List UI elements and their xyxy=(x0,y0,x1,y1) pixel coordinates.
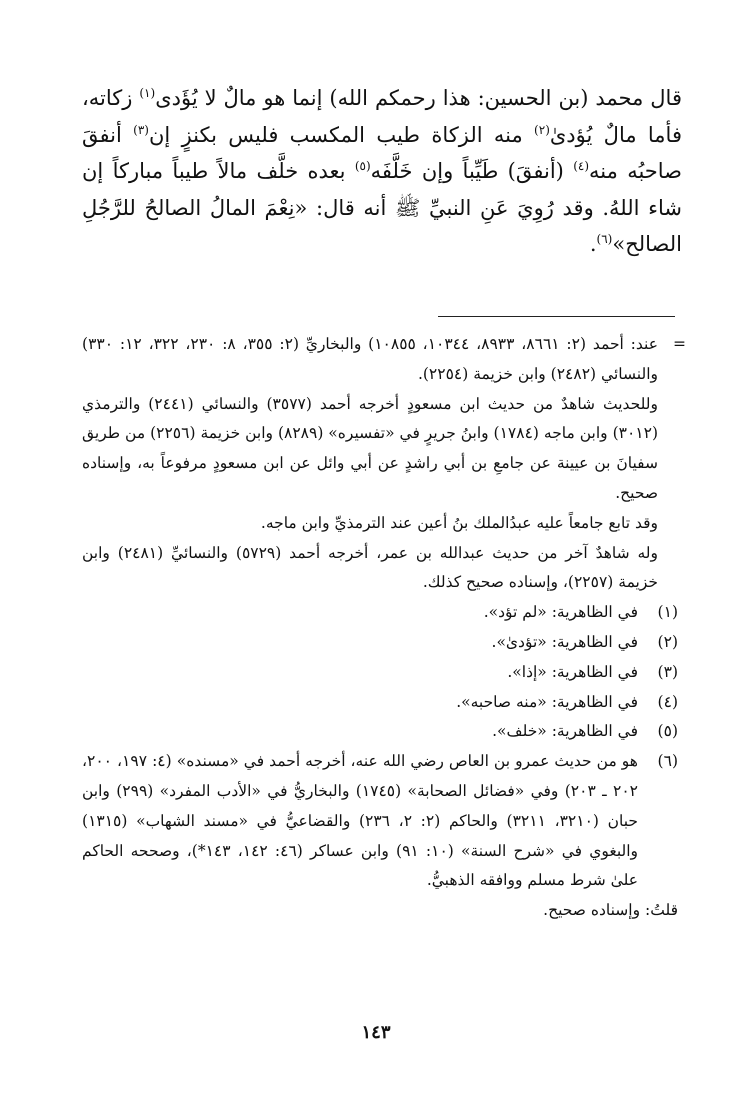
continuation-mark: = xyxy=(673,335,686,353)
continuation-paragraph: عند: أحمد (٢: ٨٦٦١، ٨٩٣٣، ١٠٣٤٤، ١٠٨٥٥) والبخاريِّ (٢: ٣٥٥، ٨: ٢٣٠، ٣٢٢، ١٢: ٣٣٠) والنسائي (٢٤٨٢) وابن خزيمة (٢٢٥٤). xyxy=(82,335,658,383)
footnote-number: (٤) xyxy=(657,692,678,711)
footnote-number: (١) xyxy=(657,603,678,622)
closing-remark: قلتُ: وإسناده صحيح. xyxy=(543,901,678,920)
footnote-text: هو من حديث عمرو بن العاص رضي الله عنه، أخرجه أحمد في «مسنده» (٤: ١٩٧، ٢٠٠، ٢٠٢ ـ ٢٠٣) وفي «فضائل الصحابة» (١٧٤٥) والبخاريُّ في «الأدب المفرد» (٢٩٩) وابن حبان (٣٢١٠، ٣٢١١) والحاكم (٢: ٢، ٢٣٦) والقضاعيُّ في «مسند الشهاب» (١٣١٥) والبغوي في «شرح السنة» (١٠: ٩١) وابن عساكر (٤٦: ١٤٢، ١٤٣*)، وصححه الحاكم علىٰ شرط مسلم ووافقه الذهبيُّ. xyxy=(82,752,639,890)
continuation-paragraph: وللحديث شاهدٌ من حديث ابن مسعودٍ أخرجه أحمد (٣٥٧٧) والنسائي (٢٤٤١) والترمذي (٣٠١٢) وابن ماجه (١٧٨٤) وابنُ جريرٍ في «تفسيره» (٨٢٨٩) وابن خزيمة (٢٢٥٦) من طريق سفيانَ بن عيينة عن جامعِ بن أبي راشدٍ عن أبي وائل عن ابن مسعودٍ مرفوعاً به، وإسناده صحيح. xyxy=(82,394,659,502)
main-text xyxy=(82,80,682,263)
footnote-1 xyxy=(82,598,678,628)
main-paragraph: قال محمد (بن الحسين: هذا رحمكم الله) إنما هو مالٌ لا يُؤَدى$^{(١)}$ زكاته، فأما مالٌ يُؤدىٰ$^{(٢)}$ منه الزكاة طيب المكسب فليس بكنزٍ إن$^{(٣)}$ أنفقَ صاحبُه منه$^{(٤)}$ (أنفقَ) طَيِّباً وإن خَلَّفَه$^{(٥)}$ بعده خلَّف مالاً طيباً مباركاً إن شاء اللهُ. وقد رُوِيَ عَنِ النبيِّ ﷺ أنه قال: «نِعْمَ المالُ الصالحُ للرَّجُلِ الصالح»$^{(٦)}$. xyxy=(82,86,682,256)
footnote-ref-1: (١) xyxy=(139,86,156,100)
footnote-5 xyxy=(82,717,678,747)
footnote-text: في الظاهرية: «خلف». xyxy=(492,722,638,741)
continuation-paragraph: وله شاهدٌ آخر من حديث عبدالله بن عمر، أخرجه أحمد (٥٧٢٩) والنسائيِّ (٢٤٨١) وابن خزيمة (٢٢٥٧)، وإسناده صحيح كذلك. xyxy=(82,543,658,592)
footnote-divider xyxy=(438,316,675,317)
footnote-number: (٢) xyxy=(657,632,678,651)
footnote-ref-4: (٤) xyxy=(573,159,590,173)
footnote-ref-3: (٣) xyxy=(133,122,149,137)
footnote-ref-2: (٢) xyxy=(534,122,550,137)
footnote-2 xyxy=(82,628,678,658)
footnote-text: في الظاهرية: «تؤدىٰ». xyxy=(491,632,638,651)
footnote-text: في الظاهرية: «إذا». xyxy=(507,662,638,681)
footnote-ref-5: (٥) xyxy=(354,159,371,173)
footnote-ref-6: (٦) xyxy=(596,232,613,246)
footnote-text: في الظاهرية: «منه صاحبه». xyxy=(456,692,638,711)
footnote-number: (٦) xyxy=(657,752,678,771)
footnote-6 xyxy=(82,747,678,896)
page-number: ١٤٣ xyxy=(361,1022,391,1043)
footnotes-section xyxy=(82,330,686,926)
footnote-number: (٣) xyxy=(657,662,678,681)
footnote-continuation xyxy=(82,330,686,598)
footnote-3 xyxy=(82,658,678,688)
footnote-number: (٥) xyxy=(657,722,678,741)
continuation-paragraph: وقد تابع جامعاً عليه عبدُالملك بنُ أعين عند الترمذيِّ وابن ماجه. xyxy=(260,513,658,532)
footnote-4 xyxy=(82,688,678,718)
footnote-text: في الظاهرية: «لم تؤد». xyxy=(483,603,638,622)
